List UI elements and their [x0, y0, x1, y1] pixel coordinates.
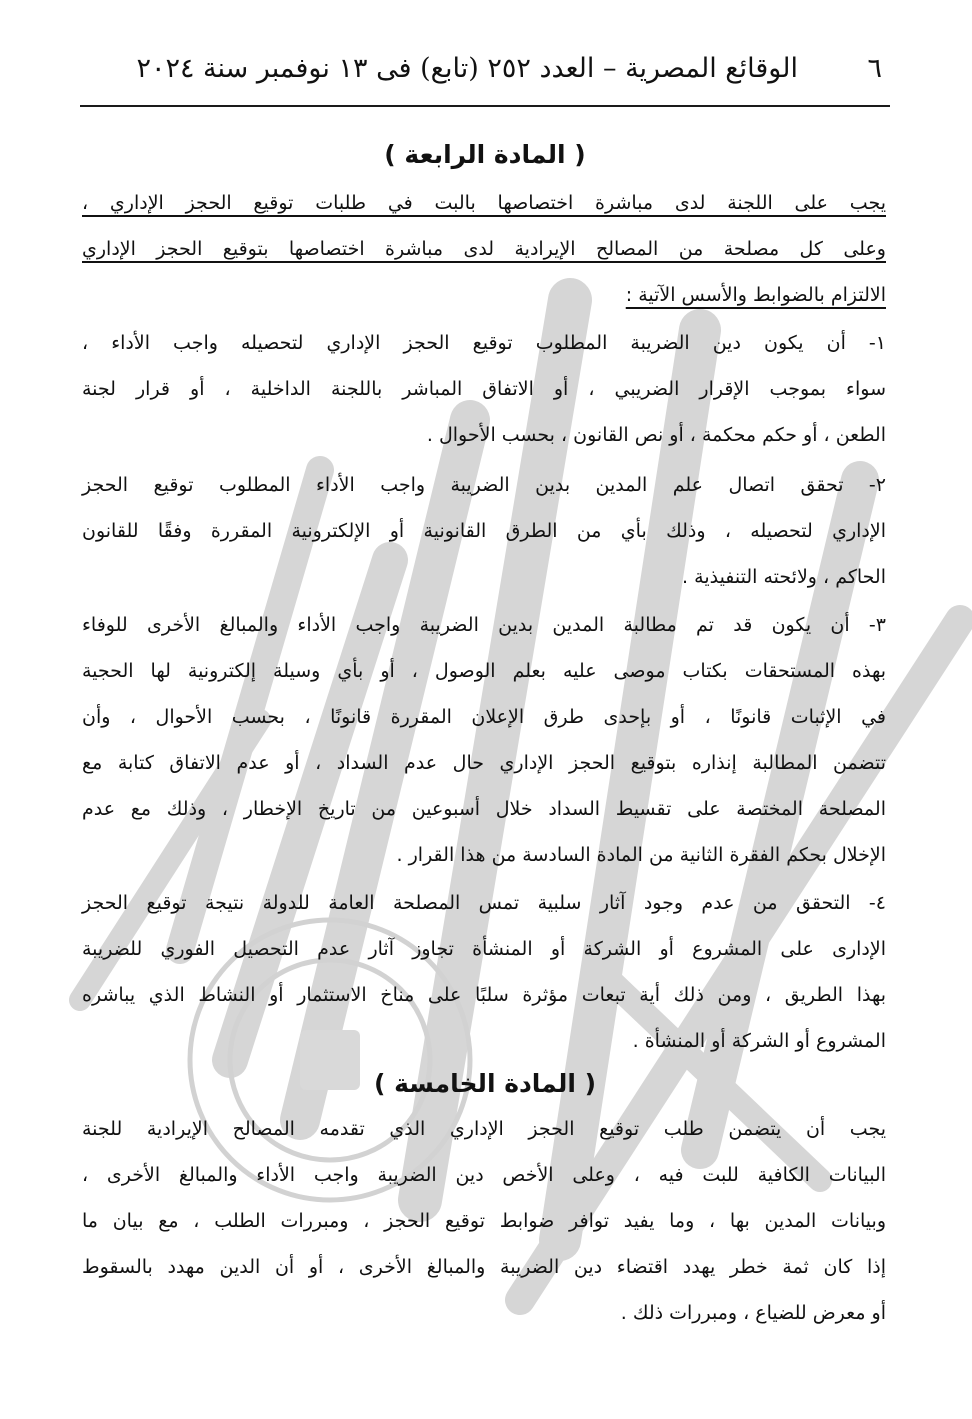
text-line: الالتزام بالضوابط والأسس الآتية :: [625, 284, 886, 306]
text-line: الإخلال بحكم الفقرة الثانية من المادة السادسة من هذا القرار .: [396, 844, 886, 866]
text-line: أو معرض للضياع ، ومبررات ذلك .: [620, 1302, 886, 1324]
text-line: الإدارى على المشروع أو الشركة أو المنشأة تجاوز آثار عدم التحصيل الفوري للضريبة: [82, 938, 886, 960]
text-line: الطعن ، أو حكم محكمة ، أو نص القانون ، بحسب الأحوال .: [426, 424, 886, 446]
text-line: وبيانات المدين بها ، وما يفيد توافر ضوابط توقيع الحجز ، ومبررات الطلب ، مع بيان ما: [82, 1210, 886, 1232]
publication-title: الوقائع المصرية – العدد ٢٥٢ (تابع) فى ١٣ نوفمبر سنة ٢٠٢٤: [136, 53, 798, 84]
text-line: في الإثبات قانونًا ، أو بإحدى طرق الإعلان المقررة قانونًا ، بحسب الأحوال ، وأن: [82, 706, 886, 728]
text-line: يجب أن يتضمن طلب توقيع الحجز الإداري الذي تقدمه المصالح الإيرادية للجنة: [82, 1118, 886, 1140]
text-line: بهذه المستحقات بكتاب موصى عليه بعلم الوصول ، أو بأي وسيلة إلكترونية لها الحجية: [82, 660, 886, 682]
text-line: وعلى كل مصلحة من المصالح الإيرادية لدى مباشرة اختصاصها بتوقيع الحجز الإداري: [82, 238, 886, 260]
text-line: ٤- التحقق من عدم وجود آثار سلبية تمس المصلحة العامة للدولة نتيجة توقيع الحجز: [82, 892, 886, 914]
article-heading: ( المادة الخامسة ): [373, 1069, 597, 1098]
article-heading: ( المادة الرابعة ): [384, 140, 586, 169]
text-line: سواء بموجب الإقرار الضريبي ، أو الاتفاق المباشر باللجنة الداخلية ، أو قرار لجنة: [82, 378, 886, 400]
text-line: ١- أن يكون دين الضريبة المطلوب توقيع الحجز الإداري لتحصيله واجب الأداء ،: [82, 332, 886, 354]
text-line: المصلحة المختصة على تقسيط السداد خلال أسبوعين من تاريخ الإخطار ، وذلك مع عدم: [82, 798, 886, 820]
text-line: البيانات الكافية للبت فيه ، وعلى الأخص دين الضريبة واجب الأداء والمبالغ الأخرى ،: [82, 1164, 886, 1186]
header-rule: [80, 105, 890, 107]
page-header: [80, 44, 888, 94]
text-line: الحاكم ، ولائحته التنفيذية .: [682, 566, 886, 588]
text-line: تتضمن المطالبة إنذاره بتوقيع الحجز الإداري حال عدم السداد ، أو عدم الاتفاق كتابة مع: [82, 752, 886, 774]
text-line: المشروع أو الشركة أو المنشأة .: [632, 1030, 886, 1052]
text-line: ٢- تحقق اتصال علم المدين بدين الضريبة واجب الأداء المطلوب توقيع الحجز: [82, 474, 886, 496]
text-line: الإداري لتحصيله ، وذلك بأي من الطرق القانونية أو الإلكترونية المقررة وفقًا للقانون: [82, 520, 886, 542]
page-number: ٦: [867, 53, 882, 84]
text-line: ٣- أن يكون قد تم مطالبة المدين بدين الضريبة واجب الأداء والمبالغ الأخرى للوفاء: [82, 614, 886, 636]
text-line: يجب على اللجنة لدى مباشرة اختصاصها بالبت في طلبات توقيع الحجز الإداري ،: [82, 192, 886, 214]
text-line: بهذا الطريق ، ومن ذلك أية تبعات مؤثرة سلبًا على مناخ الاستثمار أو النشاط الذي يباشره: [82, 984, 886, 1006]
text-line: إذا كان ثمة خطر يهدد اقتضاء دين الضريبة والمبالغ الأخرى ، أو أن الدين مهدد بالسقوط: [82, 1256, 886, 1278]
